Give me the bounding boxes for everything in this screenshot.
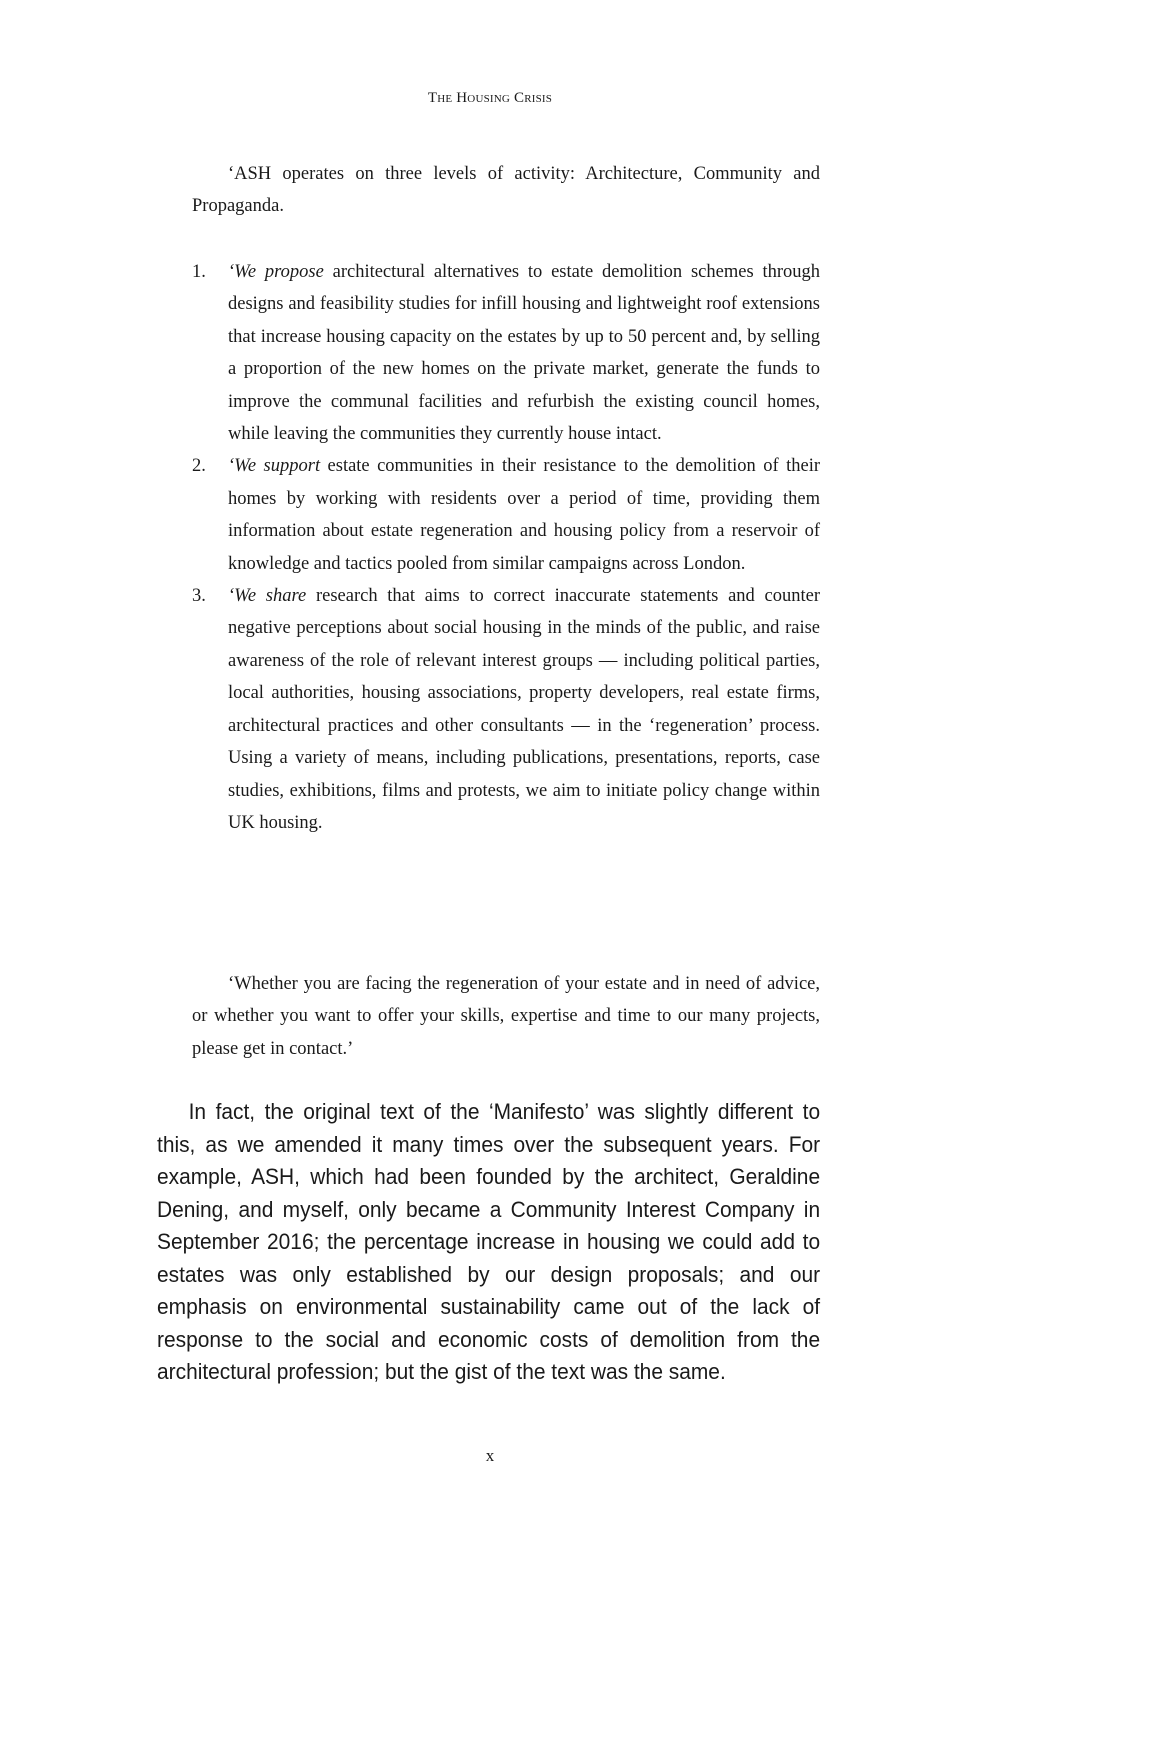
body-paragraph: In fact, the original text of the ‘Manifesto’ was slightly different to this, as we amended it many times over the subsequent years. For example, ASH, which had been founded by the architect, Geraldine Dening, and myself, only became a Community Interest Company in September 2016; the percentage increase in housing we could add to estates was only established by our design proposals; and our emphasis on environmental sustainability came out of the lack of response to the social and economic costs of demolition from the architectural profession; but the gist of the text was the same. xyxy=(157,1099,821,1384)
manifesto-list xyxy=(192,256,820,839)
running-head: The Housing Crisis xyxy=(427,90,553,106)
list-lead: ‘We support xyxy=(228,456,321,477)
list-lead: ‘We share xyxy=(228,586,307,607)
quote-closing: ‘Whether you are facing the regeneration of your estate and in need of advice, or whether you want to offer your skills, expertise and time to our many projects, please get in contact.’ xyxy=(192,974,820,1059)
list-item xyxy=(192,256,820,450)
page-number: x xyxy=(485,1446,495,1465)
list-text: estate communities in their resistance to the demolition of their homes by working with residents over a period of time, providing them information about estate regeneration and housing policy from a reservoir of knowledge and tactics pooled from similar campaigns across London. xyxy=(228,456,820,574)
quote-intro: ‘ASH operates on three levels of activity: Architecture, Community and Propaganda. xyxy=(192,164,820,217)
list-item xyxy=(192,580,820,839)
list-lead: ‘We propose xyxy=(228,262,324,282)
list-number: 1. xyxy=(192,262,206,282)
quote-closing-block xyxy=(192,968,820,1065)
list-number: 3. xyxy=(192,586,206,607)
list-text: research that aims to correct inaccurate statements and counter negative perceptions about social housing in the minds of the public, and raise awareness of the role of relevant interest groups — including political parties, local authorities, housing associations, property developers, real estate firms, architectural practices and other consultants — in the ‘regeneration’ process. Using a variety of means, including publications, presentations, reports, case studies, exhibitions, films and protests, we aim to initiate policy change within UK housing. xyxy=(228,586,820,833)
list-item xyxy=(192,450,820,580)
quote-intro-block xyxy=(192,158,820,223)
list-number: 2. xyxy=(192,456,206,477)
list-text: architectural alternatives to estate demolition schemes through designs and feasibility studies for infill housing and lightweight roof extensions that increase housing capacity on the estates by up to 50 percent and, by selling a proportion of the new homes on the private market, generate the funds to improve the communal facilities and refurbish the existing council homes, while leaving the communities they currently house intact. xyxy=(228,262,820,445)
